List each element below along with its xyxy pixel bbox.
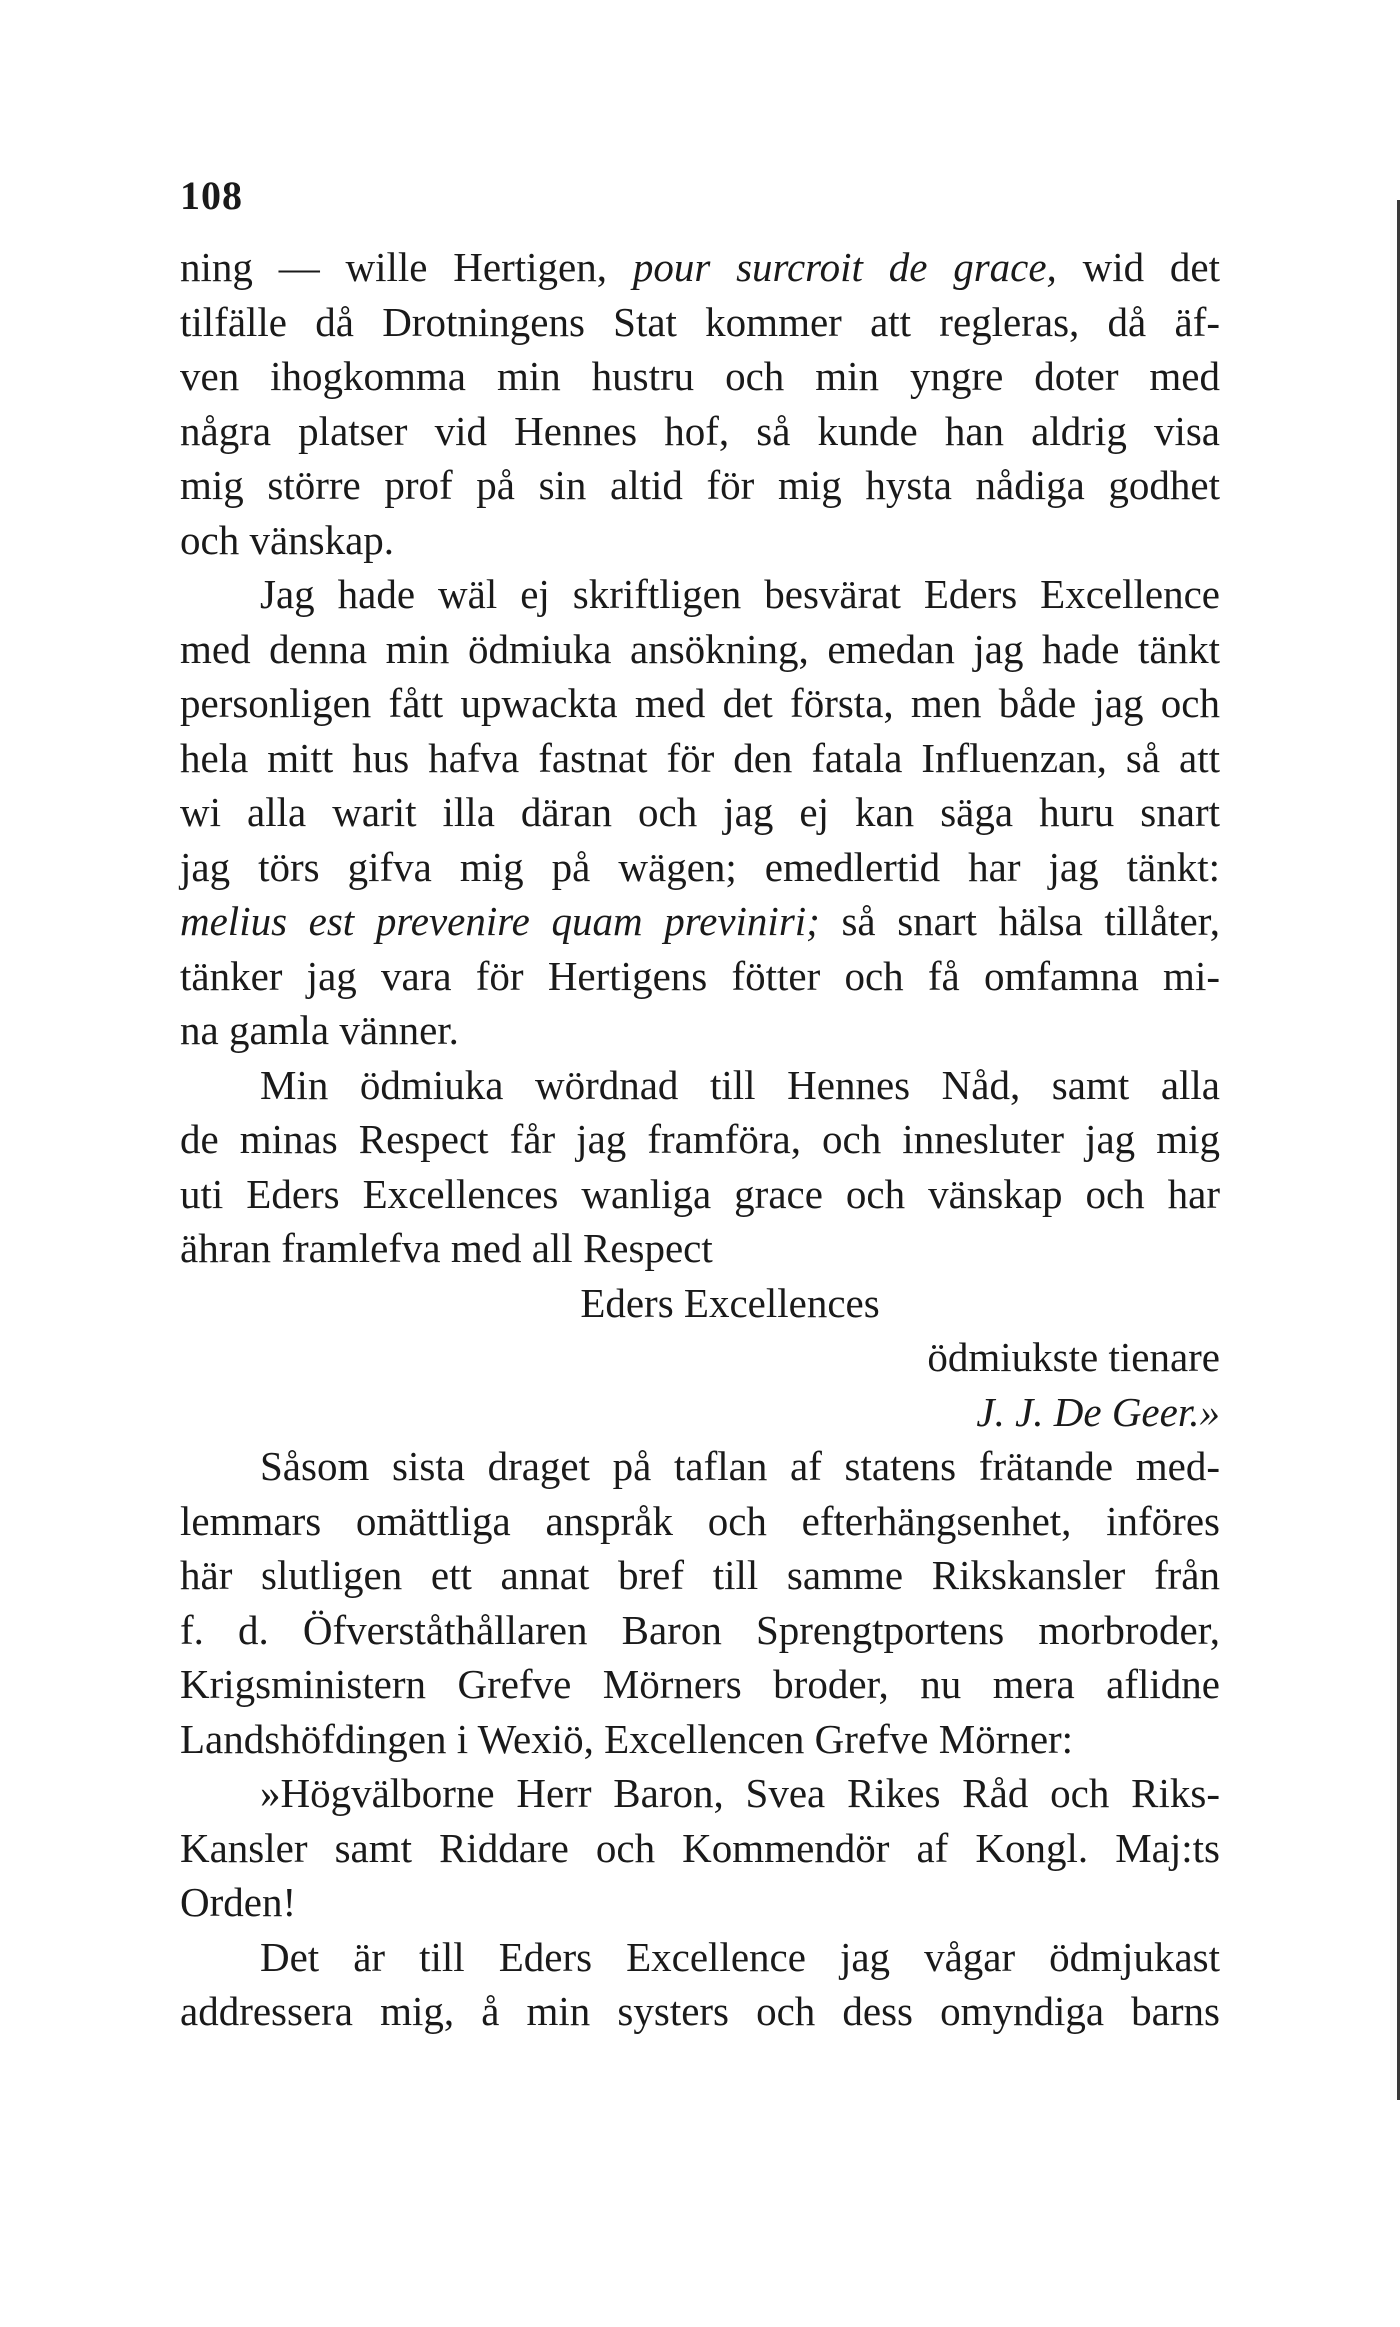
text-line	[180, 1548, 1220, 1603]
text-segment: Jag hade wäl ej skriftligen besvärat Eders Excellence	[260, 571, 1220, 617]
text-segment: så snart hälsa tillåter,	[819, 898, 1220, 944]
italic-text: pour surcroit de grace,	[632, 244, 1057, 290]
text-line	[180, 567, 1220, 622]
text-segment: wi alla warit illa däran och jag ej kan säga huru snart	[180, 789, 1220, 835]
page-number: 108	[180, 173, 243, 218]
text-line	[180, 513, 1220, 568]
text-line	[180, 840, 1220, 895]
text-segment: Det är till Eders Excellence jag vågar ödmjukast	[260, 1933, 1220, 1980]
text-line	[180, 622, 1220, 677]
text-line	[180, 458, 1220, 513]
text-segment: här slutligen ett annat bref till samme Rikskansler från	[180, 1552, 1220, 1598]
text-segment: Landshöfdingen i Wexiö, Excellencen Grefve Mörner:	[180, 1715, 1074, 1762]
text-segment: Såsom sista draget på taflan af statens frätande med-	[260, 1443, 1220, 1489]
text-line	[180, 1657, 1220, 1712]
text-segment: lemmars omättliga anspråk och efterhängsenhet, införes	[180, 1497, 1220, 1544]
text-line	[180, 894, 1220, 949]
text-line	[180, 1875, 1220, 1930]
text-line	[180, 1930, 1220, 1985]
text-segment: med denna min ödmiuka ansökning, emedan jag hade tänkt	[180, 625, 1220, 672]
body-text	[180, 240, 1220, 2039]
text-line	[180, 1112, 1220, 1167]
text-line	[180, 1058, 1220, 1113]
text-segment: wid det	[1056, 244, 1221, 290]
text-segment: na gamla vänner.	[180, 1007, 459, 1053]
text-line	[180, 1330, 1220, 1385]
text-segment: personligen fått upwackta med det första, men både jag och	[180, 680, 1220, 726]
text-segment: ning — wille Hertigen,	[180, 244, 633, 290]
text-segment: addressera mig, å min systers och dess omyndiga barns	[180, 1988, 1220, 2034]
text-segment: »Högvälborne Herr Baron, Svea Rikes Råd och Riks-	[260, 1770, 1220, 1816]
text-line	[180, 1821, 1220, 1876]
text-segment: Eders Excellences	[580, 1279, 880, 1326]
text-line	[180, 1385, 1220, 1440]
text-line	[180, 1712, 1220, 1767]
text-line	[180, 404, 1220, 459]
text-segment: tilfälle då Drotningens Stat kommer att regleras, då äf-	[180, 298, 1220, 345]
text-line	[180, 349, 1220, 404]
text-segment: ödmiukste tienare	[927, 1334, 1220, 1380]
text-segment: ähran framlefva med all Respect	[180, 1225, 713, 1271]
text-line	[180, 1276, 1220, 1331]
text-line	[180, 785, 1220, 840]
text-line	[180, 1494, 1220, 1549]
text-line	[180, 1603, 1220, 1658]
text-segment: Orden!	[180, 1879, 297, 1925]
text-line	[180, 1221, 1220, 1276]
text-line	[180, 1439, 1220, 1494]
text-line	[180, 240, 1220, 295]
text-line	[180, 295, 1220, 350]
text-line	[180, 1167, 1220, 1222]
text-segment: ven ihogkomma min hustru och min yngre doter med	[180, 353, 1220, 399]
text-segment: Min ödmiuka wördnad till Hennes Nåd, samt alla	[260, 1061, 1220, 1108]
text-line	[180, 731, 1220, 786]
text-line	[180, 676, 1220, 731]
text-segment: Kansler samt Riddare och Kommendör af Kongl. Maj:ts	[180, 1824, 1220, 1871]
text-line	[180, 1984, 1220, 2039]
text-segment: hela mitt hus hafva fastnat för den fatala Influenzan, så att	[180, 734, 1220, 781]
text-line	[180, 1003, 1220, 1058]
text-segment: jag törs gifva mig på wägen; emedlertid har jag tänkt:	[180, 843, 1220, 890]
text-segment: de minas Respect får jag framföra, och innesluter jag mig	[180, 1116, 1220, 1162]
text-segment: några platser vid Hennes hof, så kunde han aldrig visa	[180, 407, 1220, 454]
text-segment: Krigsministern Grefve Mörners broder, nu mera aflidne	[180, 1661, 1220, 1707]
text-line	[180, 1766, 1220, 1821]
text-line	[180, 949, 1220, 1004]
text-segment: och vänskap.	[180, 516, 395, 563]
italic-text: melius est prevenire quam previniri;	[180, 898, 820, 944]
text-segment: »	[1199, 1388, 1220, 1435]
text-segment: f. d. Öfverståthållaren Baron Sprengtportens morbroder,	[180, 1606, 1220, 1653]
text-segment: mig större prof på sin altid för mig hysta nådiga godhet	[180, 462, 1220, 508]
text-segment: tänker jag vara för Hertigens fötter och få omfamna mi-	[180, 952, 1220, 999]
text-segment: uti Eders Excellences wanliga grace och vänskap och har	[180, 1170, 1220, 1217]
italic-text: J. J. De Geer.	[976, 1388, 1200, 1435]
